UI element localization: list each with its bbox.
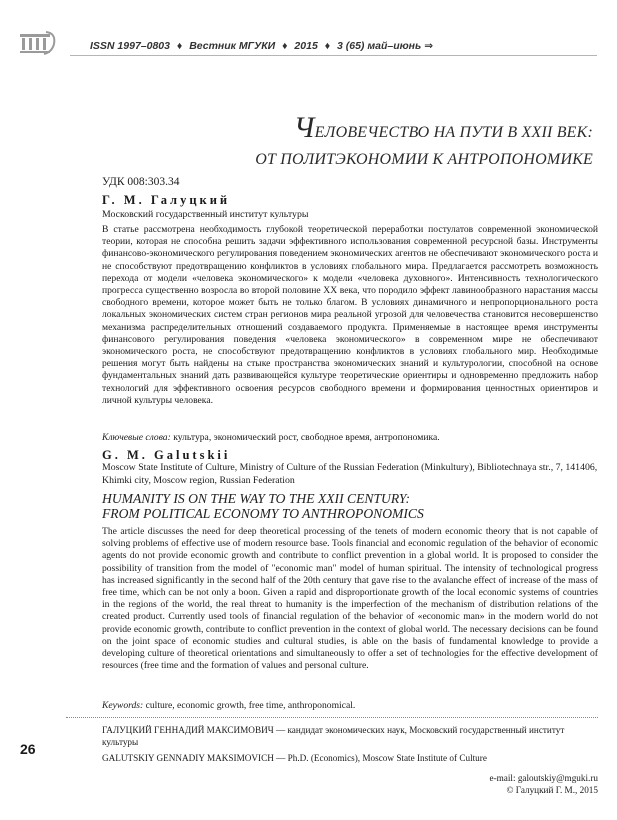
author-bio-ru: ГАЛУЦКИЙ ГЕННАДИЙ МАКСИМОВИЧ — кандидат экономических наук, Московский государственный институт культуры (102, 725, 565, 747)
arrow-icon: ⇒ (424, 40, 433, 52)
keywords-ru (102, 432, 598, 444)
article-title-en (102, 492, 598, 521)
separator: ♦ (176, 40, 183, 52)
abstract-ru: В статье рассмотрена необходимость глубокой теоретической переработки постулатов современной экономической теории, которая не способна решить задачи эффективного использования современной ресурсной базы. Инструменты финансово-экономического регулирования поведением экономических агентов не обеспечивают экономического роста и не способствуют предотвращению конфликтов в условиях глобального мира. Предлагается рассмотреть возможность перехода от модели «человека экономического» к модели «человека духовного». Интенсивность технологического прогресса существенно возросла во второй половине XX века, что породило эффект лавинообразного нарастания массы свободного времени, которое может быть не только благом. В условиях динамичного и непропорционального роста локальных экономических систем стран регионов мира реальной угрозой для человечества становится несовершенство механизма распределительных отношений создаваемого продукта. Применяемые в настоящее время инструменты финансового регулирования поведения «человека экономического» в современном мире не обеспечивают экономического роста, не способствуют предотвращению конфликтов в условиях глобального мир. Необходимые решения могут быть найдены на стыке пространства экономических знаний и культурологии, способной на основе фундаментальных знаний дать развивающейся культуре теоретические ориентиры и одновременно предложить набор технологий для эффективного освоения ресурсов свободного времени и формирования ценностных ориентиров и личной культуры человека. (102, 224, 598, 406)
author-bio (102, 724, 598, 764)
author-email[interactable]: e-mail: galoutskiy@mguki.ru (489, 773, 598, 783)
title-ru-line2: ОТ ПОЛИТЭКОНОМИИ К АНТРОПОНОМИКЕ (255, 151, 593, 168)
title-en-line2: FROM POLITICAL ECONOMY TO ANTHROPONOMICS (102, 505, 424, 521)
abstract-en: The article discusses the need for deep theoretical processing of the tenets of modern economic theory that is not capable of solving problems of effective use of modern resource base. Tools financial and economic regulation of the behavior of economic agents do not provide economic growth and contribute to conflict prevention in a global world. It is proposed to consider the possibility of transition from the model of "economic man" model of human spiritual. The intensity of technological progress has increased significantly in the second half of the 20th century that gave rise to the avalanche effect of increase of the mass of free time, which can be not only a boon. Given a rapid and disproportionate growth of the local economic systems of countries in the regions of the world, the real threat to humanity is the imperfection of the mechanism of distribution relations of the created product. Currently used tools of financial regulation of the behavior of «economic man» in the modern world do not provide economic growth, contribute to conflict prevention in the context of global world. The necessary decisions can be found on the joint space of economic studies and cultural studies, is able on the basis of fundamental knowledge to provide a developing culture of theoretical orientations and simultaneously to offer a set of technologies for the effective development of resources (free time and the formation of values and personal culture. (102, 526, 598, 672)
author-bio-en: GALUTSKIY GENNADIY MAKSIMOVICH — Ph.D. (Economics), Moscow State Institute of Culture (102, 753, 487, 763)
page-number: 26 (20, 741, 36, 757)
footnote-divider (66, 717, 598, 718)
copyright-notice: © Галуцкий Г. М., 2015 (506, 784, 598, 795)
article-title-ru (255, 111, 593, 173)
keywords-ru-label: Ключевые слова: (102, 432, 171, 443)
keywords-en-label: Keywords: (102, 700, 144, 711)
institution-ru: Московский государственный институт культуры (102, 209, 309, 220)
journal-logo-icon (20, 30, 58, 61)
separator: ♦ (324, 40, 331, 52)
title-ru-line1: ЕЛОВЕЧЕСТВО НА ПУТИ В XXII ВЕК: (314, 124, 593, 141)
udk-code: УДК 008:303.34 (102, 176, 180, 188)
keywords-en (102, 700, 598, 712)
contact-info (490, 773, 599, 796)
journal-name: Вестник МГУКИ (189, 40, 276, 52)
author-name-ru: Г. М. Галуцкий (102, 193, 231, 207)
title-dropcap: Ч (293, 111, 315, 144)
issue-year: 2015 (294, 40, 318, 52)
title-en-line1: HUMANITY IS ON THE WAY TO THE XXII CENTURY: (102, 491, 411, 506)
journal-header-info (90, 40, 433, 52)
page-header (0, 0, 617, 60)
institution-en: Moscow State Institute of Culture, Ministry of Culture of the Russian Federation (Minkultury), Bibliotechnaya str., 7, 141406, Khimki city, Moscow region, Russian Federation (102, 462, 598, 486)
header-divider (70, 55, 597, 56)
separator: ♦ (282, 40, 288, 52)
issn-label: ISSN 1997–0803 (90, 40, 170, 52)
issue-number: 3 (65) май–июнь (336, 40, 422, 52)
keywords-en-text: culture, economic growth, free time, anthroponomical. (145, 700, 356, 711)
author-name-en: G. M. Galutskii (102, 448, 231, 462)
keywords-ru-text: культура, экономический рост, свободное время, антропономика. (173, 432, 440, 443)
